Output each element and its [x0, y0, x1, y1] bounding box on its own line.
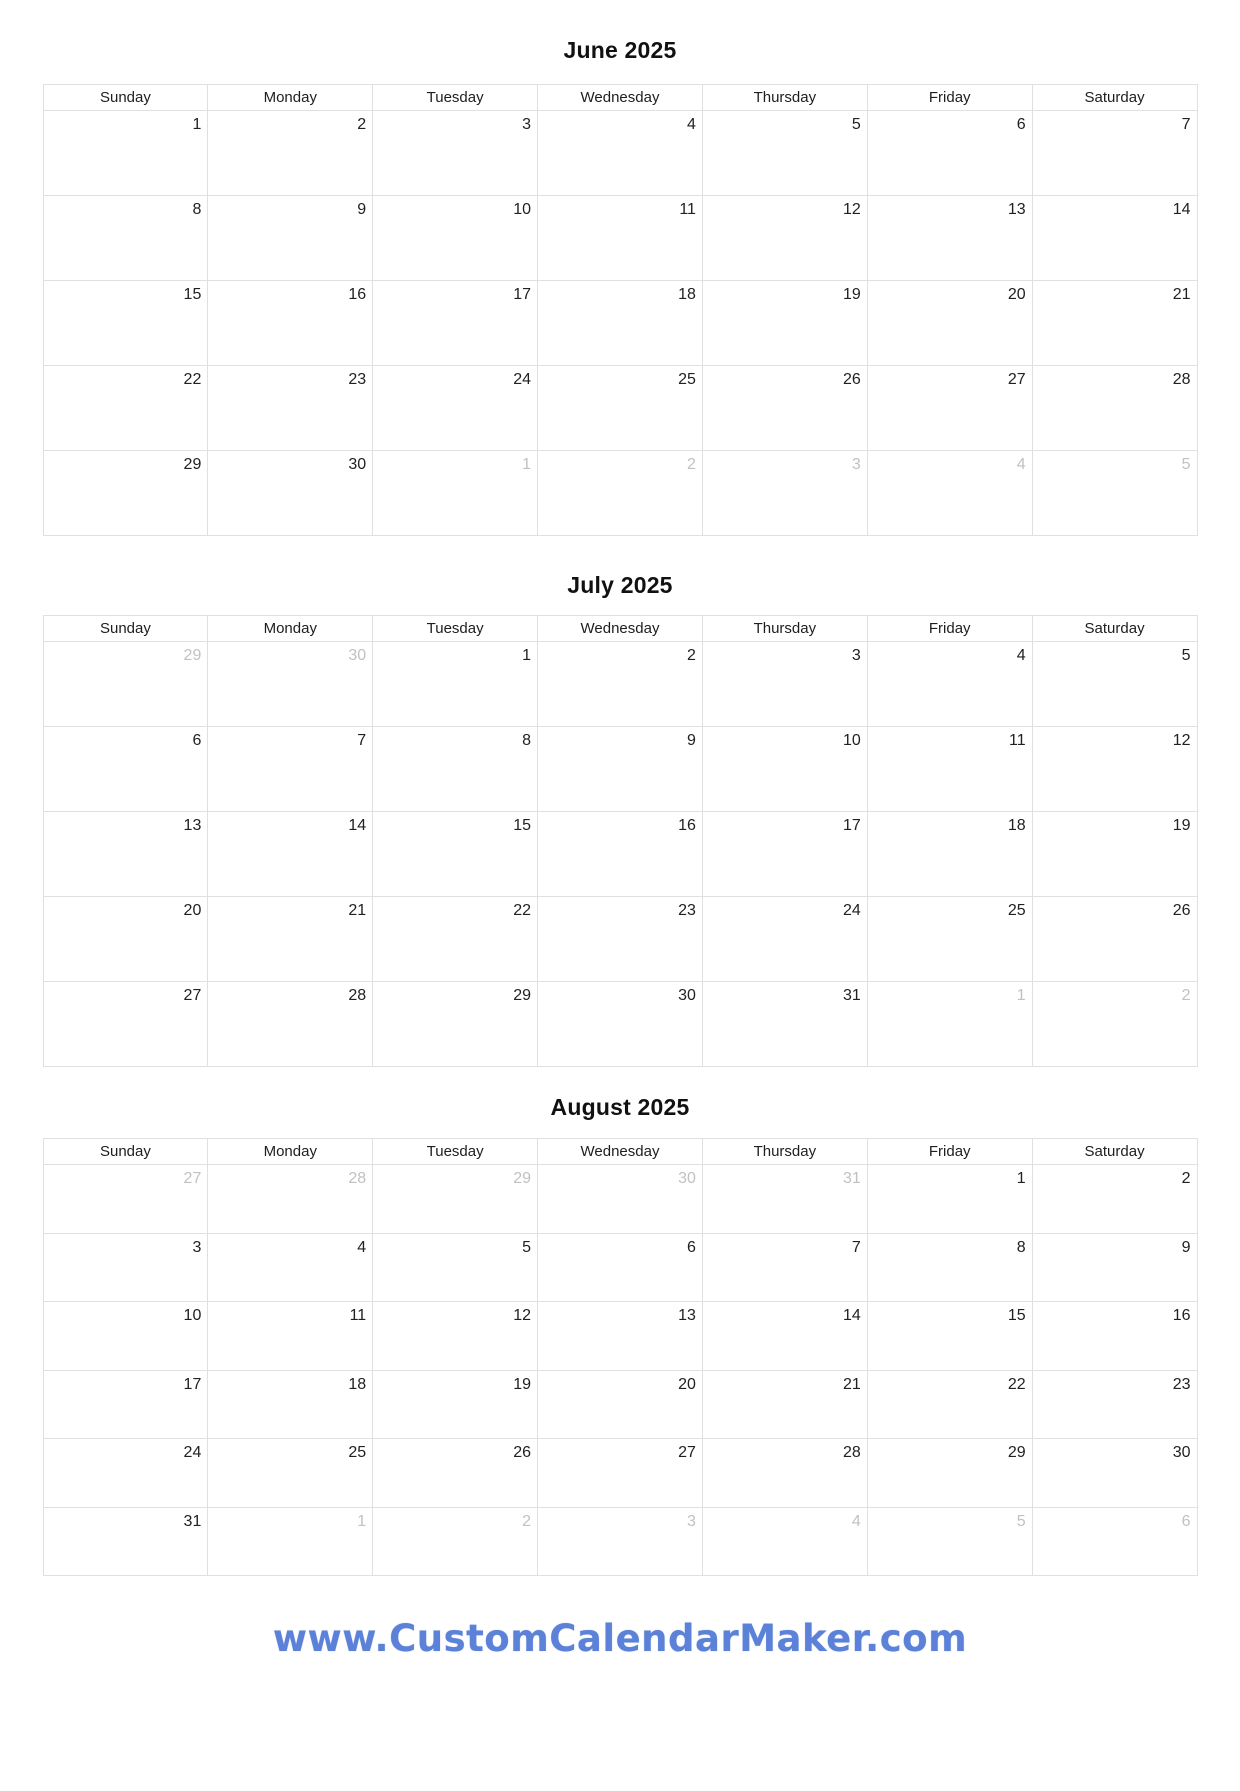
day-cell-adjacent-month [1033, 1508, 1198, 1577]
watermark-link[interactable]: www.CustomCalendarMaker.com [272, 1617, 968, 1660]
day-cell [208, 727, 373, 812]
weekday-header-cell: Thursday [703, 616, 868, 642]
day-cell [868, 727, 1033, 812]
day-number: 14 [348, 817, 367, 834]
day-number: 2 [357, 116, 367, 133]
day-number: 27 [183, 1170, 202, 1187]
day-number: 7 [851, 1238, 861, 1256]
day-cell-adjacent-month [868, 1508, 1033, 1577]
day-cell [1033, 642, 1198, 727]
day-number: 15 [1007, 1307, 1026, 1324]
day-number: 11 [349, 1307, 367, 1324]
day-number: 4 [851, 1512, 861, 1530]
day-number: 31 [842, 1170, 861, 1187]
weekday-header-cell: Thursday [703, 85, 868, 111]
day-number: 29 [513, 987, 532, 1004]
day-number: 19 [842, 286, 861, 303]
month-grid-august [43, 1138, 1198, 1576]
day-cell [44, 366, 209, 451]
day-number: 23 [348, 371, 367, 388]
day-number: 13 [678, 1307, 696, 1324]
day-number: 6 [192, 732, 202, 749]
day-number: 19 [513, 1375, 532, 1393]
day-cell [208, 812, 373, 897]
day-cell [44, 1302, 209, 1371]
day-number: 2 [522, 1512, 532, 1530]
day-number: 5 [1181, 647, 1191, 664]
day-cell [538, 111, 703, 196]
month-section-june [43, 36, 1198, 536]
day-cell [868, 366, 1033, 451]
day-cell [373, 1371, 538, 1440]
day-cell [703, 1371, 868, 1440]
day-cell [868, 1439, 1033, 1508]
day-cell [538, 1439, 703, 1508]
day-cell-adjacent-month [208, 642, 373, 727]
day-number: 28 [348, 987, 367, 1004]
day-number: 25 [678, 371, 696, 388]
day-number: 1 [522, 647, 532, 664]
day-number: 30 [1172, 1444, 1191, 1461]
month-grid-june [43, 84, 1198, 536]
day-number: 15 [513, 817, 532, 834]
day-number: 13 [183, 817, 202, 834]
day-number: 17 [842, 817, 861, 834]
day-number: 9 [687, 732, 696, 749]
day-number: 1 [192, 116, 202, 133]
day-number: 21 [842, 1375, 861, 1393]
weekday-header-cell: Friday [868, 85, 1033, 111]
day-number: 29 [513, 1170, 532, 1187]
day-cell [868, 1165, 1033, 1234]
day-cell [538, 1234, 703, 1303]
day-cell [373, 642, 538, 727]
day-cell [868, 1302, 1033, 1371]
day-cell [373, 1302, 538, 1371]
day-number: 20 [1007, 286, 1026, 303]
day-cell-adjacent-month [373, 451, 538, 536]
day-cell [1033, 111, 1198, 196]
weekday-header-cell: Tuesday [373, 616, 538, 642]
day-cell [44, 111, 209, 196]
day-cell [373, 281, 538, 366]
day-cell [1033, 1371, 1198, 1440]
day-number: 14 [1172, 201, 1191, 218]
day-cell [538, 281, 703, 366]
day-number: 5 [522, 1238, 532, 1256]
month-title-june: June 2025 [563, 37, 677, 63]
day-cell [208, 1234, 373, 1303]
day-cell [208, 196, 373, 281]
month-grid-july [43, 615, 1198, 1067]
day-cell [373, 727, 538, 812]
day-cell [208, 281, 373, 366]
day-number: 8 [192, 201, 202, 218]
day-number: 26 [513, 1444, 532, 1461]
day-number: 16 [348, 286, 367, 303]
day-cell-adjacent-month [868, 451, 1033, 536]
day-number: 30 [348, 456, 367, 473]
day-cell-adjacent-month [538, 1508, 703, 1577]
day-cell-adjacent-month [373, 1508, 538, 1577]
day-cell-adjacent-month [208, 1508, 373, 1577]
day-number: 1 [1016, 1170, 1026, 1187]
weekday-header-cell: Wednesday [538, 616, 703, 642]
day-cell [538, 1302, 703, 1371]
month-title-july: July 2025 [567, 572, 673, 598]
day-number: 27 [1007, 371, 1026, 388]
day-number: 2 [687, 456, 696, 473]
day-number: 4 [687, 116, 696, 133]
day-number: 19 [1172, 817, 1191, 834]
day-number: 22 [1007, 1375, 1026, 1393]
day-cell [208, 1371, 373, 1440]
day-number: 12 [513, 1307, 532, 1324]
day-cell [1033, 812, 1198, 897]
day-cell [703, 1234, 868, 1303]
weekday-header-cell: Sunday [44, 85, 209, 111]
day-cell [868, 642, 1033, 727]
day-number: 12 [1172, 732, 1191, 749]
day-number: 17 [513, 286, 532, 303]
day-cell [44, 897, 209, 982]
day-number: 28 [348, 1170, 367, 1187]
day-cell [538, 812, 703, 897]
day-number: 11 [679, 201, 696, 218]
day-number: 15 [183, 286, 202, 303]
day-cell [538, 727, 703, 812]
day-cell-adjacent-month [373, 1165, 538, 1234]
day-number: 6 [1016, 116, 1026, 133]
day-number: 24 [513, 371, 532, 388]
day-cell [868, 897, 1033, 982]
day-number: 2 [1181, 1170, 1191, 1187]
day-cell [1033, 897, 1198, 982]
day-cell [44, 982, 209, 1067]
day-cell [208, 111, 373, 196]
day-number: 25 [348, 1444, 367, 1461]
day-number: 30 [678, 987, 696, 1004]
day-cell [208, 1302, 373, 1371]
month-section-august [43, 1093, 1198, 1576]
day-cell [1033, 366, 1198, 451]
day-number: 16 [678, 817, 696, 834]
day-cell [44, 196, 209, 281]
day-cell [703, 642, 868, 727]
footer [43, 1619, 1198, 1659]
day-cell [703, 196, 868, 281]
day-cell [1033, 196, 1198, 281]
day-cell [703, 897, 868, 982]
day-number: 1 [357, 1512, 367, 1530]
day-number: 8 [1016, 1238, 1026, 1256]
day-cell [373, 1439, 538, 1508]
day-number: 26 [1172, 902, 1191, 919]
day-number: 21 [348, 902, 367, 919]
weekday-header-cell: Friday [868, 616, 1033, 642]
day-cell-adjacent-month [703, 1165, 868, 1234]
day-cell [1033, 1165, 1198, 1234]
day-number: 4 [1016, 456, 1026, 473]
day-number: 1 [1016, 987, 1026, 1004]
day-number: 6 [687, 1238, 696, 1256]
day-cell [1033, 281, 1198, 366]
day-number: 3 [192, 1238, 202, 1256]
day-number: 29 [183, 647, 202, 664]
day-cell [538, 897, 703, 982]
day-cell [208, 1439, 373, 1508]
month-section-july [43, 571, 1198, 1067]
day-number: 3 [851, 647, 861, 664]
month-title-august: August 2025 [550, 1094, 690, 1120]
weekday-header-cell: Sunday [44, 616, 209, 642]
day-number: 16 [1172, 1307, 1191, 1324]
day-number: 6 [1181, 1512, 1191, 1530]
day-cell [703, 1439, 868, 1508]
day-cell [373, 196, 538, 281]
day-cell [373, 897, 538, 982]
day-cell-adjacent-month [44, 642, 209, 727]
day-cell [868, 196, 1033, 281]
day-number: 1 [522, 456, 532, 473]
day-number: 20 [678, 1375, 696, 1393]
day-number: 20 [183, 902, 202, 919]
day-number: 14 [842, 1307, 861, 1324]
day-cell-adjacent-month [703, 1508, 868, 1577]
day-cell [44, 451, 209, 536]
day-number: 29 [1007, 1444, 1026, 1461]
day-cell [538, 642, 703, 727]
day-number: 2 [1181, 987, 1191, 1004]
day-cell-adjacent-month [868, 982, 1033, 1067]
day-cell-adjacent-month [538, 451, 703, 536]
day-cell [703, 111, 868, 196]
day-number: 2 [687, 647, 696, 664]
day-cell [44, 1371, 209, 1440]
day-cell [373, 1234, 538, 1303]
day-number: 10 [183, 1307, 202, 1324]
day-number: 25 [1007, 902, 1026, 919]
day-cell-adjacent-month [538, 1165, 703, 1234]
day-number: 18 [348, 1375, 367, 1393]
day-cell [208, 897, 373, 982]
day-cell [44, 1439, 209, 1508]
weekday-header-cell: Tuesday [373, 85, 538, 111]
calendar-page [43, 36, 1198, 1659]
day-number: 30 [678, 1170, 696, 1187]
weekday-header-cell: Monday [208, 85, 373, 111]
day-number: 30 [348, 647, 367, 664]
day-number: 10 [513, 201, 532, 218]
day-cell [373, 366, 538, 451]
day-cell [208, 451, 373, 536]
day-cell [44, 1508, 209, 1577]
day-cell [703, 727, 868, 812]
day-cell-adjacent-month [1033, 982, 1198, 1067]
day-number: 11 [1009, 732, 1026, 749]
day-number: 3 [687, 1512, 696, 1530]
day-cell [1033, 1439, 1198, 1508]
day-number: 21 [1172, 286, 1191, 303]
day-cell [44, 1234, 209, 1303]
day-cell-adjacent-month [703, 451, 868, 536]
day-number: 22 [183, 371, 202, 388]
day-cell [868, 281, 1033, 366]
day-cell [1033, 1302, 1198, 1371]
day-number: 12 [842, 201, 861, 218]
day-cell-adjacent-month [44, 1165, 209, 1234]
day-number: 5 [1181, 456, 1191, 473]
day-cell [373, 982, 538, 1067]
day-number: 18 [1007, 817, 1026, 834]
weekday-header-cell: Tuesday [373, 1139, 538, 1165]
day-number: 29 [183, 456, 202, 473]
day-cell [538, 982, 703, 1067]
day-number: 7 [1181, 116, 1191, 133]
day-number: 31 [842, 987, 861, 1004]
weekday-header-cell: Thursday [703, 1139, 868, 1165]
day-number: 28 [842, 1444, 861, 1461]
day-number: 26 [842, 371, 861, 388]
day-cell [703, 982, 868, 1067]
day-number: 4 [1016, 647, 1026, 664]
day-number: 4 [357, 1238, 367, 1256]
day-number: 27 [678, 1444, 696, 1461]
day-cell [703, 812, 868, 897]
weekday-header-cell: Sunday [44, 1139, 209, 1165]
day-cell [538, 1371, 703, 1440]
day-number: 24 [183, 1444, 202, 1461]
weekday-header-cell: Wednesday [538, 1139, 703, 1165]
day-number: 5 [851, 116, 861, 133]
day-cell [868, 1234, 1033, 1303]
day-number: 27 [183, 987, 202, 1004]
day-cell [703, 366, 868, 451]
day-cell [44, 727, 209, 812]
day-cell [44, 812, 209, 897]
day-cell [538, 196, 703, 281]
day-number: 13 [1007, 201, 1026, 218]
day-cell [538, 366, 703, 451]
day-cell [868, 111, 1033, 196]
day-number: 23 [678, 902, 696, 919]
day-cell [703, 281, 868, 366]
day-number: 7 [357, 732, 367, 749]
weekday-header-cell: Monday [208, 1139, 373, 1165]
day-cell [868, 812, 1033, 897]
day-cell [703, 1302, 868, 1371]
weekday-header-cell: Saturday [1033, 1139, 1198, 1165]
day-cell [208, 982, 373, 1067]
weekday-header-cell: Friday [868, 1139, 1033, 1165]
day-number: 5 [1016, 1512, 1026, 1530]
day-cell [373, 111, 538, 196]
weekday-header-cell: Saturday [1033, 85, 1198, 111]
day-cell-adjacent-month [208, 1165, 373, 1234]
day-number: 3 [522, 116, 532, 133]
day-cell [373, 812, 538, 897]
day-number: 28 [1172, 371, 1191, 388]
day-number: 9 [357, 201, 367, 218]
day-cell-adjacent-month [1033, 451, 1198, 536]
day-number: 17 [183, 1375, 202, 1393]
day-number: 8 [522, 732, 532, 749]
day-cell [44, 281, 209, 366]
day-number: 9 [1181, 1238, 1191, 1256]
weekday-header-cell: Monday [208, 616, 373, 642]
day-cell [1033, 727, 1198, 812]
day-cell [1033, 1234, 1198, 1303]
day-number: 23 [1172, 1375, 1191, 1393]
weekday-header-cell: Saturday [1033, 616, 1198, 642]
day-cell [208, 366, 373, 451]
day-number: 10 [842, 732, 861, 749]
day-number: 3 [851, 456, 861, 473]
day-number: 22 [513, 902, 532, 919]
day-number: 18 [678, 286, 696, 303]
day-cell [868, 1371, 1033, 1440]
day-number: 24 [842, 902, 861, 919]
day-number: 31 [183, 1512, 202, 1530]
weekday-header-cell: Wednesday [538, 85, 703, 111]
